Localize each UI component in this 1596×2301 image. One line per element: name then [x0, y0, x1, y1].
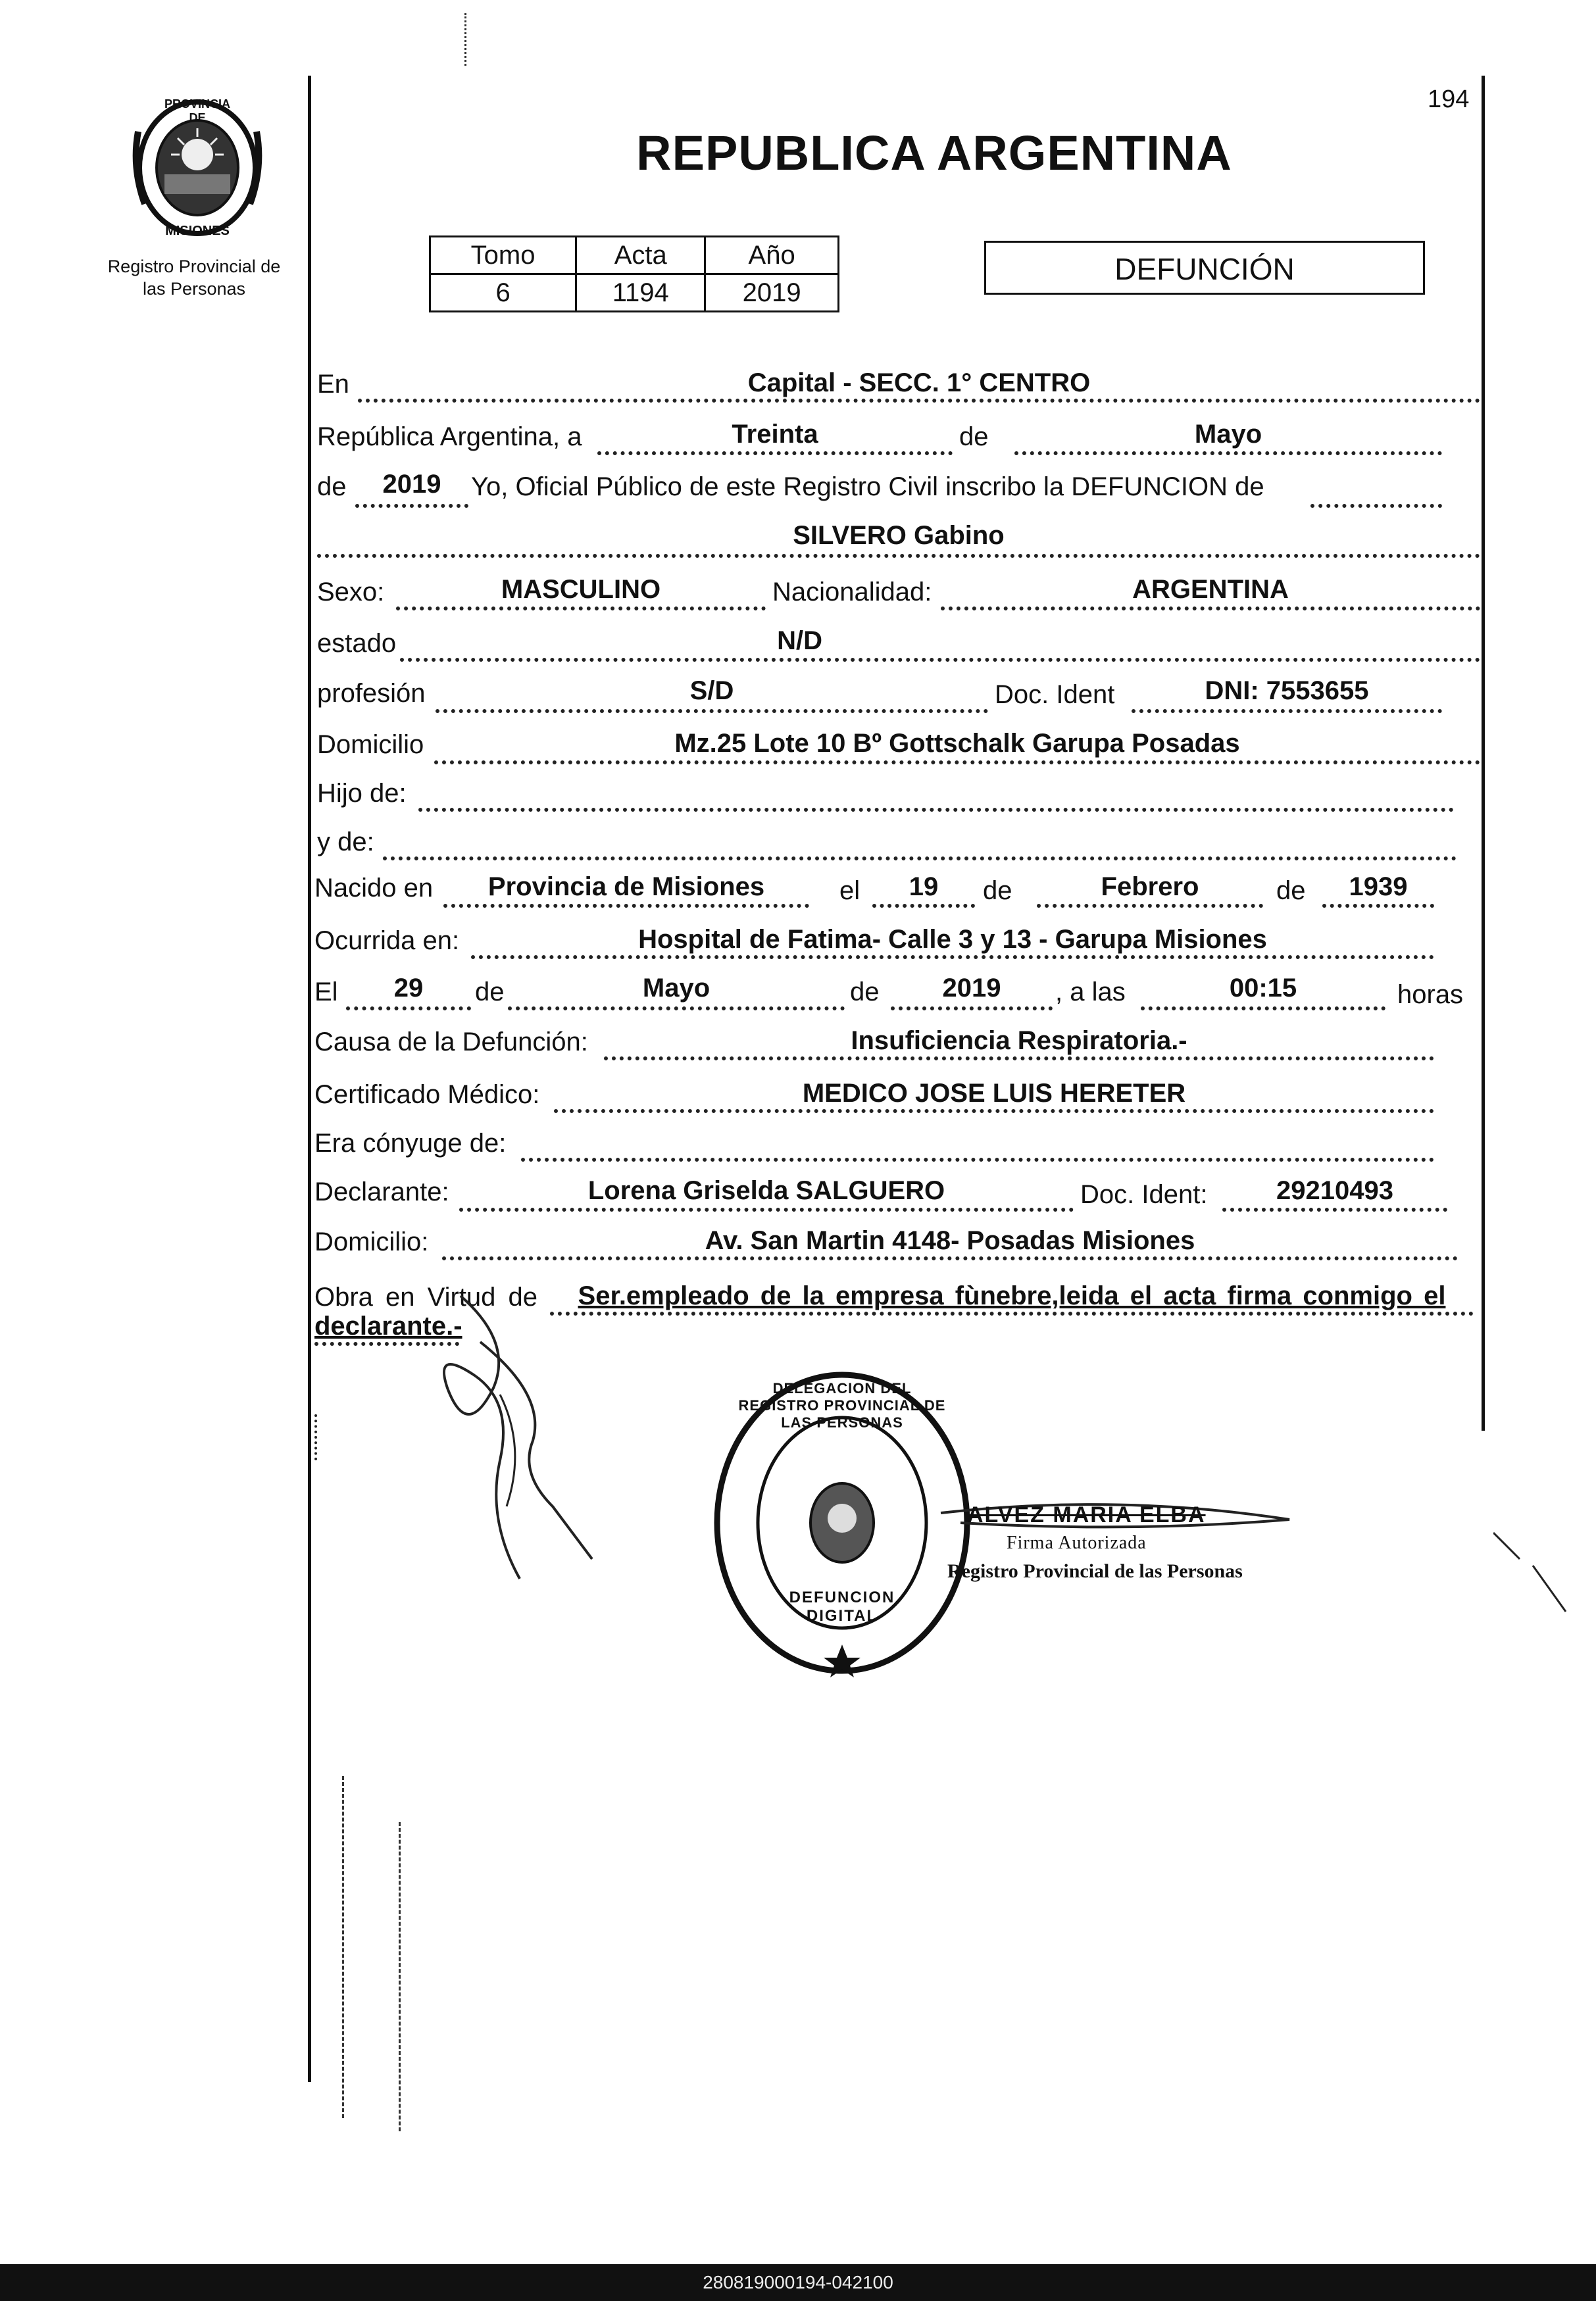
nacido-mes-dotline: [1037, 904, 1263, 908]
nombre-value: SILVERO Gabino: [793, 521, 1005, 550]
ocurrida-dotline: [471, 955, 1434, 959]
certificado-value: MEDICO JOSE LUIS HERETER: [802, 1079, 1186, 1108]
de-label-5: de: [475, 977, 505, 1006]
acta-header: Acta: [576, 237, 705, 274]
obra-value-2: declarante.-: [314, 1312, 462, 1341]
certificado-label: Certificado Médico:: [314, 1080, 540, 1109]
left-dash-line: [342, 1776, 344, 2118]
de-label-3: de: [983, 876, 1012, 905]
ocurrida-value: Hospital de Fatima- Calle 3 y 13 - Garupa Misiones: [638, 925, 1267, 954]
nacido-lugar-dotline: [443, 904, 809, 908]
right-margin-line: [1482, 76, 1485, 1431]
en-label: En: [317, 370, 349, 399]
en-value: Capital - SECC. 1° CENTRO: [747, 368, 1091, 397]
acta-value: 1194: [576, 274, 705, 312]
obra-label: Obra en Virtud de: [314, 1283, 538, 1312]
declarante-dotline: [459, 1208, 1074, 1212]
estado-dotline: [400, 658, 1480, 662]
anio-dotline: [355, 504, 468, 508]
domicilio2-dotline: [442, 1256, 1458, 1260]
nacionalidad-label: Nacionalidad:: [772, 578, 932, 606]
domicilio2-value: Av. San Martin 4148- Posadas Misiones: [705, 1226, 1195, 1255]
nacido-anio-value: 1939: [1349, 872, 1408, 901]
inner-dash-line: [399, 1822, 401, 2131]
domicilio-value: Mz.25 Lote 10 Bº Gottschalk Garupa Posadas: [674, 729, 1240, 758]
estado-value: N/D: [777, 626, 822, 655]
seal-text-bottom: MISIONES: [165, 224, 230, 238]
de-label-6: de: [850, 977, 880, 1006]
nacido-lugar-value: Provincia de Misiones: [487, 872, 765, 901]
doc-ident2-value: 29210493: [1276, 1176, 1393, 1205]
causa-value: Insuficiencia Respiratoria.-: [851, 1026, 1187, 1055]
fallec-dia-dotline: [346, 1006, 471, 1010]
de-label-2: de: [317, 472, 347, 501]
horas-label: horas: [1397, 980, 1464, 1009]
de-label-1: de: [959, 422, 989, 451]
fallec-hora-dotline: [1141, 1006, 1385, 1010]
doc-ident2-label: Doc. Ident:: [1080, 1180, 1208, 1209]
scan-mark-right: [1493, 1526, 1572, 1618]
nacionalidad-value: ARGENTINA: [1132, 575, 1289, 604]
fallec-mes-value: Mayo: [642, 974, 711, 1002]
doc-ident-dotline: [1132, 709, 1442, 713]
fallec-anio-dotline: [891, 1006, 1053, 1010]
logo-caption-line2: las Personas: [142, 279, 246, 299]
conyuge-label: Era cónyuge de:: [314, 1129, 507, 1158]
oficial-text: Yo, Oficial Público de este Registro Civil inscribo la DEFUNCION de: [471, 472, 1264, 501]
mes-value: Mayo: [1194, 420, 1262, 449]
republica-label: República Argentina, a: [317, 422, 582, 451]
mes-dotline: [1014, 451, 1442, 455]
footer-code: 280819000194-042100: [0, 2264, 1596, 2301]
obra-value: Ser.empleado de la empresa fùnebre,leida el acta firma conmigo el: [578, 1281, 1446, 1310]
de-label-4: de: [1276, 876, 1306, 905]
doc-ident-label: Doc. Ident: [995, 680, 1115, 709]
nacido-dia-dotline: [872, 904, 975, 908]
tomo-acta-table: [429, 235, 839, 312]
y-de-label: y de:: [317, 828, 374, 856]
profesion-label: profesión: [317, 679, 426, 708]
fallec-anio-value: 2019: [942, 974, 1001, 1002]
page-number: 194: [1428, 86, 1470, 113]
y-de-dotline: [383, 856, 1457, 860]
province-seal: [125, 92, 270, 243]
dia-dotline: [597, 451, 953, 455]
ocurrida-label: Ocurrida en:: [314, 926, 460, 955]
authority-office: Registro Provincial de las Personas: [947, 1560, 1243, 1582]
el-upper-label: El: [314, 977, 338, 1006]
stamp-ring-text: DELEGACION DEL REGISTRO PROVINCIAL DE LAS PERSONAS: [738, 1380, 946, 1431]
oficial-dotline: [1310, 504, 1442, 508]
declarante-value: Lorena Griselda SALGUERO: [587, 1176, 945, 1205]
nombre-dotline: [317, 554, 1480, 558]
authority-name: ALVEZ MARIA ELBA: [967, 1502, 1206, 1527]
seal-text-top: PROVINCIA DE: [164, 97, 230, 124]
causa-dotline: [604, 1056, 1434, 1060]
hijo-label: Hijo de:: [317, 779, 407, 808]
scan-mark-left: [314, 1414, 326, 1460]
nacido-label: Nacido en: [314, 874, 434, 903]
certificado-dotline: [554, 1109, 1434, 1113]
act-type-label: DEFUNCIÓN: [1114, 252, 1295, 286]
nacido-dia-value: 19: [909, 872, 939, 901]
doc-ident-value: DNI: 7553655: [1205, 676, 1369, 705]
logo-caption-line1: Registro Provincial de: [107, 257, 281, 276]
nacido-anio-dotline: [1322, 904, 1434, 908]
el-label: el: [839, 876, 860, 905]
left-margin-line: [308, 76, 311, 2082]
sexo-dotline: [396, 606, 766, 610]
fallec-hora-value: 00:15: [1229, 974, 1297, 1002]
nacido-mes-value: Febrero: [1101, 872, 1199, 901]
domicilio2-label: Domicilio:: [314, 1227, 429, 1256]
page-title: REPUBLICA ARGENTINA: [636, 126, 1232, 180]
domicilio-label: Domicilio: [317, 730, 424, 759]
sexo-label: Sexo:: [317, 578, 385, 606]
conyuge-dotline: [521, 1158, 1434, 1162]
authority-role: Firma Autorizada: [1007, 1533, 1147, 1553]
declarante-signature: [421, 1289, 632, 1605]
causa-label: Causa de la Defunción:: [314, 1027, 588, 1056]
scan-mark-top: [464, 13, 484, 66]
profesion-value: S/D: [689, 676, 734, 705]
fallec-dia-value: 29: [393, 974, 424, 1002]
profesion-dotline: [436, 709, 988, 713]
stamp-inner-text: DEFUNCION DIGITAL: [789, 1589, 895, 1625]
a-las-label: , a las: [1055, 977, 1126, 1006]
tomo-header: Tomo: [430, 237, 576, 274]
estado-label: estado: [317, 629, 397, 658]
nacionalidad-dotline: [941, 606, 1480, 610]
dia-value: Treinta: [732, 420, 818, 449]
tomo-value: 6: [430, 274, 576, 312]
logo-caption: [79, 255, 309, 300]
anio-value: 2019: [705, 274, 839, 312]
anio-header: Año: [705, 237, 839, 274]
sexo-value: MASCULINO: [501, 575, 661, 604]
hijo-dotline: [418, 808, 1454, 812]
declarante-label: Declarante:: [314, 1177, 449, 1206]
domicilio-dotline: [434, 760, 1480, 764]
doc-ident2-dotline: [1222, 1208, 1447, 1212]
fallec-mes-dotline: [508, 1006, 845, 1010]
en-dotline: [358, 399, 1480, 403]
obra-dotline: [550, 1312, 1474, 1316]
anio-inscripcion-value: 2019: [382, 470, 441, 499]
